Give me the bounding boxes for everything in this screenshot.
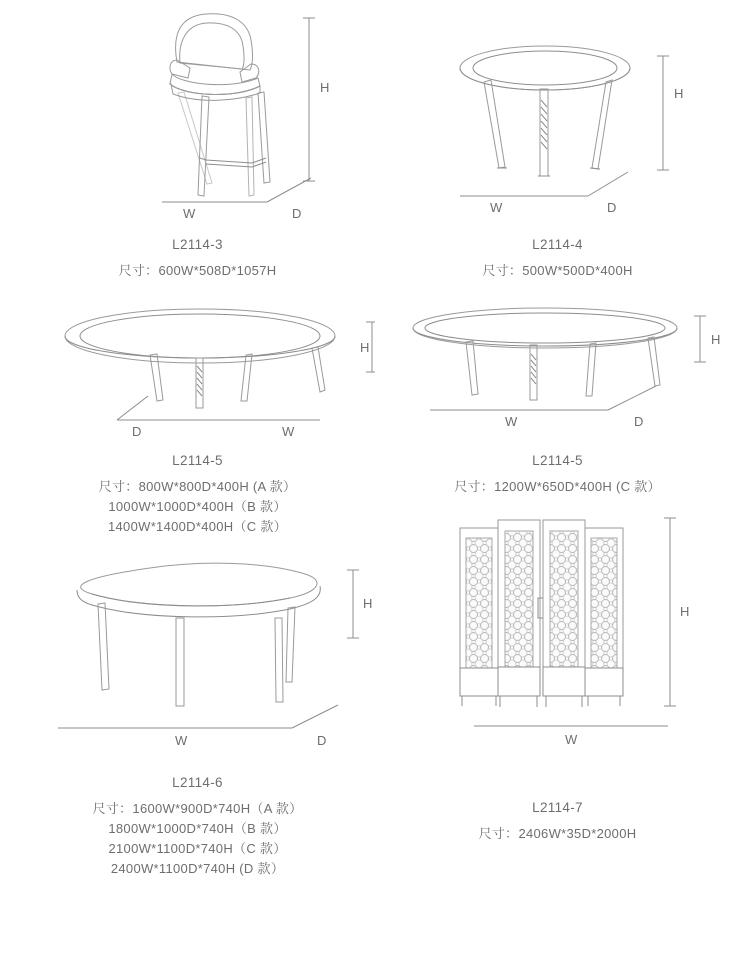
dim-label-d-1: D <box>292 206 302 221</box>
figure-bar-stool <box>20 0 375 235</box>
product-code-2: L2114-4 <box>532 237 583 252</box>
oval-coffee-table-drawing <box>380 300 735 445</box>
product-dimension-3-1: 1000W*1000D*400H（B 款） <box>108 499 287 514</box>
product-code-5: L2114-6 <box>172 775 223 790</box>
product-code-3: L2114-5 <box>172 453 223 468</box>
figure-folding-screen <box>380 510 735 780</box>
dim-label-d-2: D <box>607 200 617 215</box>
caption-4 <box>380 451 735 497</box>
product-dimension-3-2: 1400W*1400D*400H（C 款） <box>108 519 287 534</box>
screen-panel-3 <box>543 520 585 707</box>
product-code-4: L2114-5 <box>532 453 583 468</box>
caption-1 <box>20 235 375 281</box>
product-code-6: L2114-7 <box>532 800 583 815</box>
figure-oval-coffee-table <box>380 300 735 445</box>
product-dimension-5-0: 尺寸：1600W*900D*740H（A 款） <box>92 801 303 816</box>
dim-label-w-4: W <box>505 414 518 429</box>
screen-panel-2 <box>498 520 540 707</box>
round-coffee-table-drawing <box>20 300 375 445</box>
dim-label-d-4: D <box>634 414 644 429</box>
caption-5 <box>20 773 375 879</box>
product-dimension-2-0: 尺寸：500W*500D*400H <box>482 263 633 278</box>
product-cell-1 <box>20 0 375 290</box>
product-dimension-1-0: 尺寸：600W*508D*1057H <box>118 263 277 278</box>
product-code-1: L2114-3 <box>172 237 223 252</box>
dim-label-h-3: H <box>360 340 370 355</box>
product-dimension-3-0: 尺寸：800W*800D*400H (A 款） <box>98 479 297 494</box>
dim-label-h-2: H <box>674 86 684 101</box>
product-cell-3 <box>20 300 375 550</box>
dim-label-h-4: H <box>711 332 721 347</box>
dim-label-h-5: H <box>363 596 373 611</box>
product-dimension-5-1: 1800W*1000D*740H（B 款） <box>108 821 287 836</box>
screen-panel-4 <box>585 528 623 706</box>
screen-panel-1 <box>460 528 498 706</box>
dim-label-w-3: W <box>282 424 295 439</box>
product-dimension-5-2: 2100W*1100D*740H（C 款） <box>108 841 287 856</box>
figure-dining-table <box>20 550 375 765</box>
product-dimension-4-0: 尺寸：1200W*650D*400H (C 款） <box>454 479 661 494</box>
dim-label-w-1: W <box>183 206 196 221</box>
product-cell-5 <box>20 550 375 890</box>
dim-label-w-6: W <box>565 732 578 747</box>
caption-2 <box>380 235 735 281</box>
dim-label-d-3: D <box>132 424 142 439</box>
bar-stool-drawing <box>20 0 375 235</box>
product-cell-2 <box>380 0 735 290</box>
figure-round-coffee-table <box>20 300 375 445</box>
dim-label-w-5: W <box>175 733 188 748</box>
round-side-table-drawing <box>380 0 735 235</box>
folding-screen-drawing <box>380 510 735 780</box>
caption-6 <box>380 798 735 844</box>
caption-3 <box>20 451 375 537</box>
product-dimension-6-0: 尺寸：2406W*35D*2000H <box>478 826 637 841</box>
dim-label-w-2: W <box>490 200 503 215</box>
dining-table-drawing <box>20 550 375 765</box>
dim-label-h-1: H <box>320 80 330 95</box>
product-dimension-5-3: 2400W*1100D*740H (D 款） <box>110 861 285 876</box>
dim-label-h-6: H <box>680 604 690 619</box>
dim-label-d-5: D <box>317 733 327 748</box>
figure-round-side-table <box>380 0 735 235</box>
product-cell-6 <box>380 510 735 850</box>
